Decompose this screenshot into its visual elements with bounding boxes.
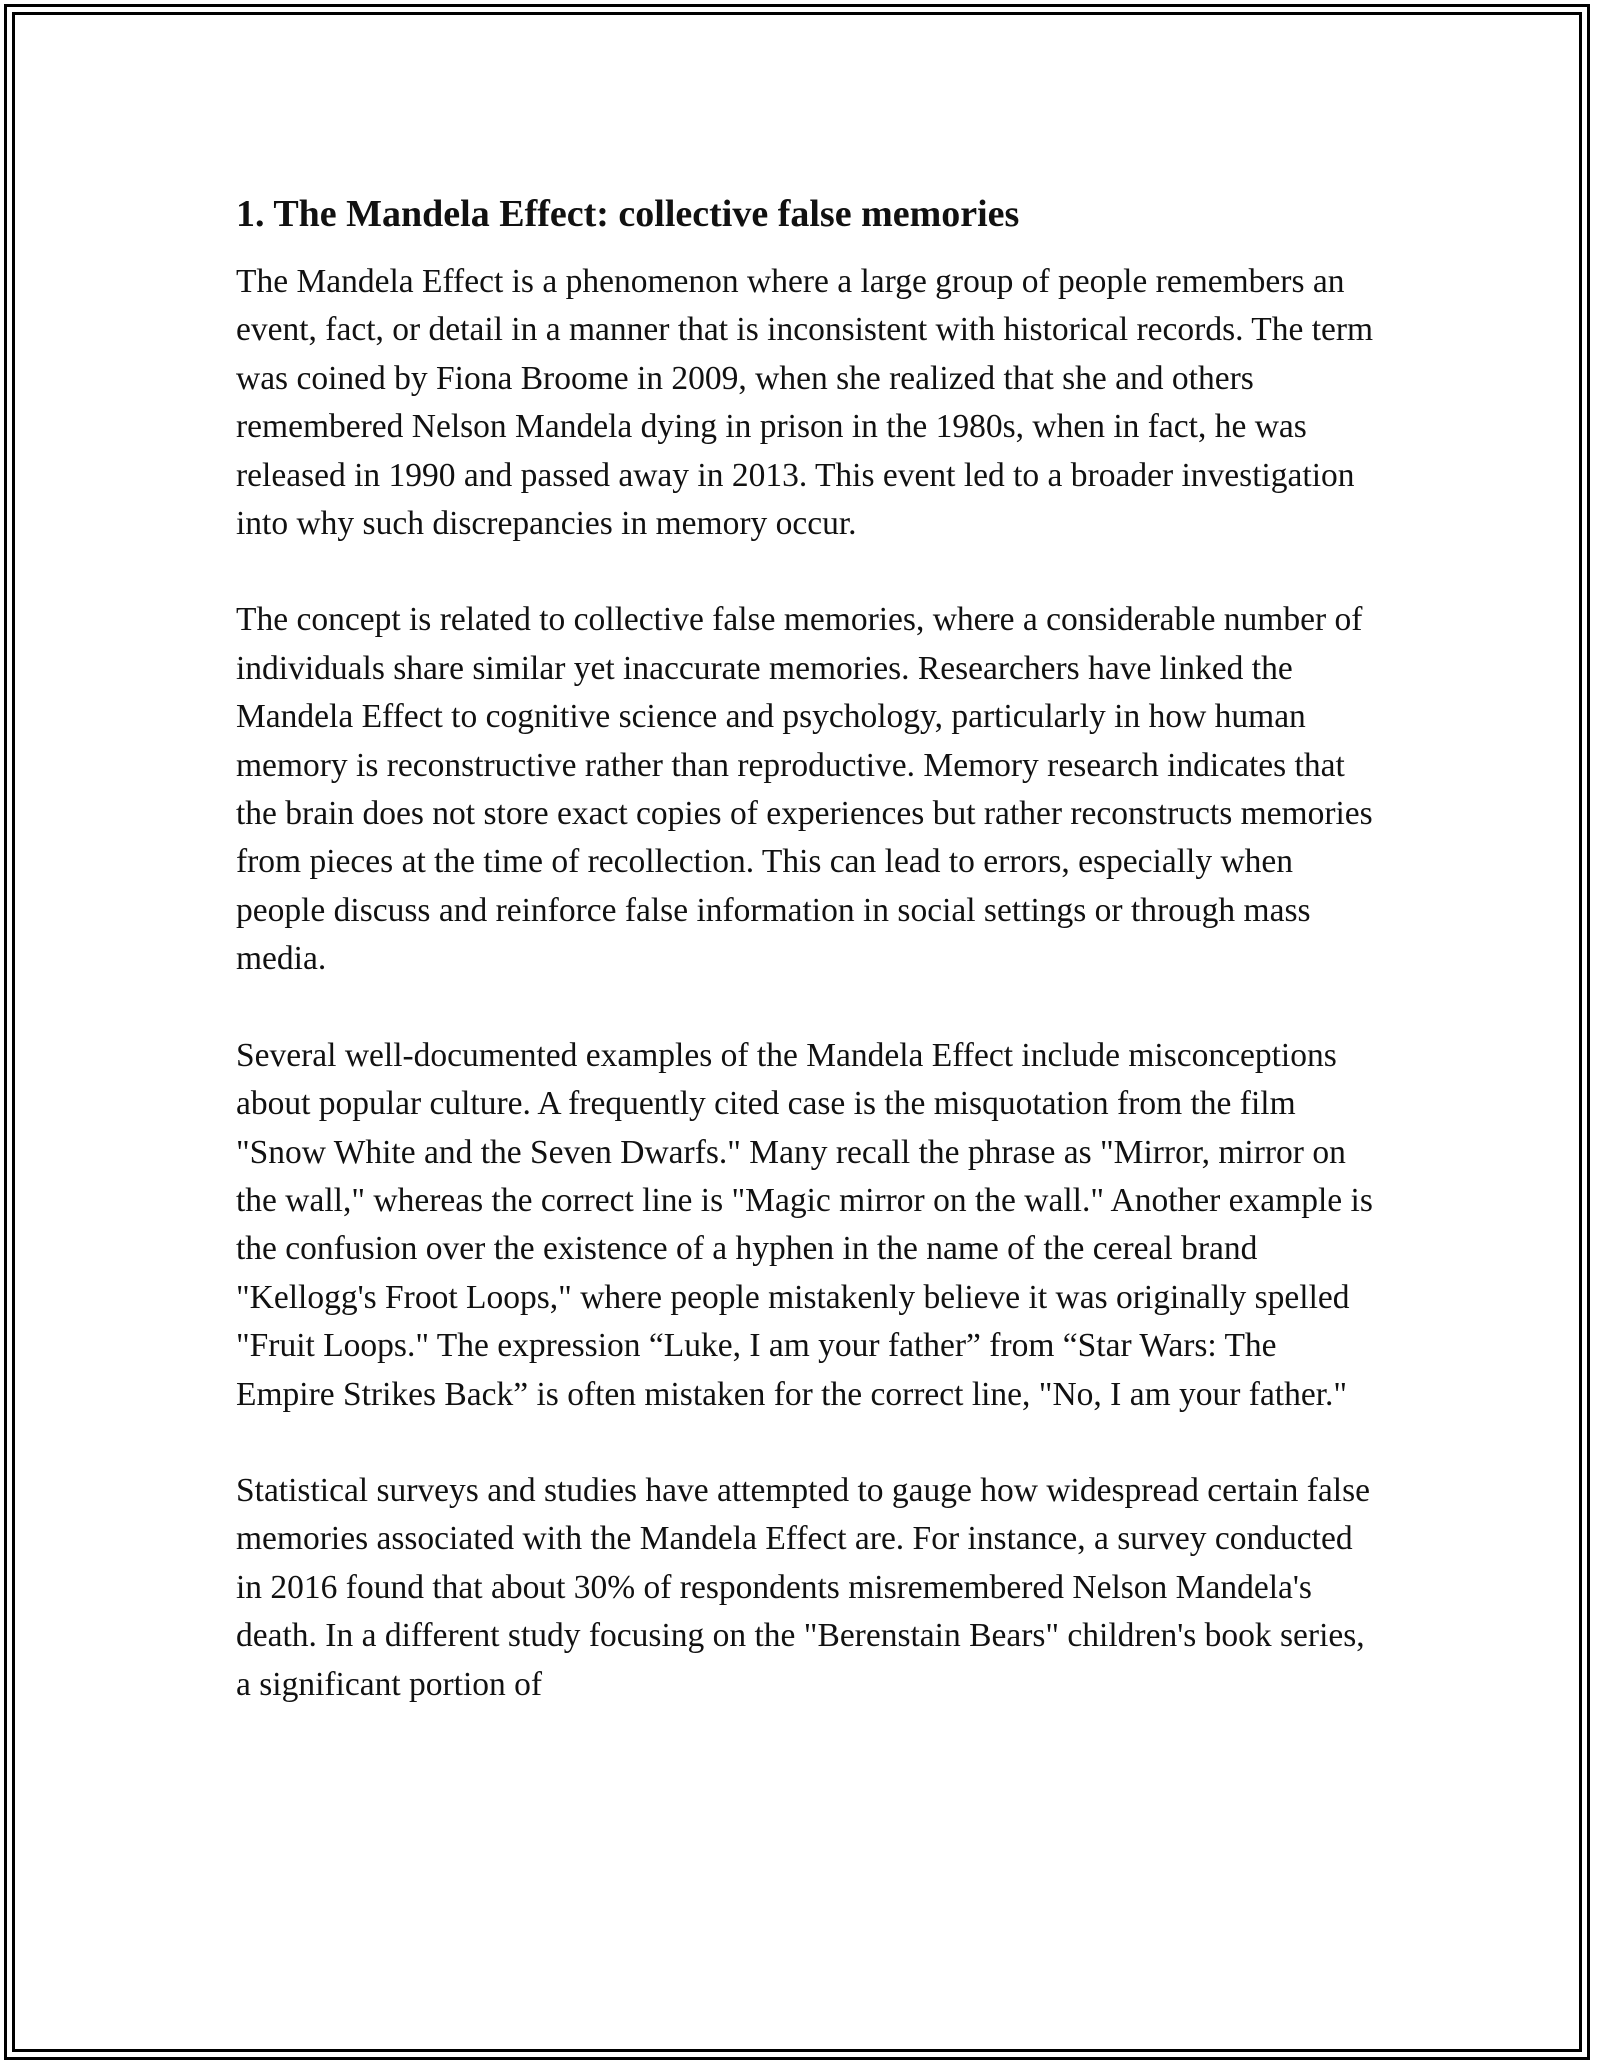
paragraph-intro: The Mandela Effect is a phenomenon where a large group of people remembers an event, fact, or detail in a manner that is inconsistent with historical records. The term was coined by Fiona Broome in 2009, when she realized that she and others remembered Nelson Mandela dying in prison in the 1980s, when in fact, he was released in 1990 and passed away in 2013. This event led to a broader investigation into why such discrepancies in memory occur. (236, 263, 1374, 543)
section-heading: 1. The Mandela Effect: collective false memories (236, 193, 1020, 235)
paragraph-statistics: Statistical surveys and studies have attempted to gauge how widespread certain false memories associated with the Mandela Effect are. For instance, a survey conducted in 2016 found that about 30% of respondents misremembered Nelson Mandela's death. In a different study focusing on the "Berenstain Bears" children's book series, a significant portion of (236, 1471, 1370, 1703)
paragraph-concept: The concept is related to collective false memories, where a considerable number of individuals share similar yet inaccurate memories. Researchers have linked the Mandela Effect to cognitive science and psychology, particularly in how human memory is reconstructive rather than reproductive. Memory research indicates that the brain does not store exact copies of experiences but rather reconstructs memories from pieces at the time of recollection. This can lead to errors, especially when people discuss and reinforce false information in social settings or through mass media. (236, 601, 1373, 978)
paragraph-examples: Several well-documented examples of the Mandela Effect include misconceptions about popular culture. A frequently cited case is the misquotation from the film "Snow White and the Seven Dwarfs." Many recall the phrase as "Mirror, mirror on the wall," whereas the correct line is "Magic mirror on the wall." Another example is the confusion over the existence of a hyphen in the name of the cereal brand "Kellogg's Froot Loops," where people mistakenly believe it was originally spelled "Fruit Loops." The expression “Luke, I am your father” from “Star Wars: The Empire Strikes Back” is often mistaken for the correct line, "No, I am your father." (236, 1036, 1373, 1413)
document-body (236, 186, 1376, 1757)
